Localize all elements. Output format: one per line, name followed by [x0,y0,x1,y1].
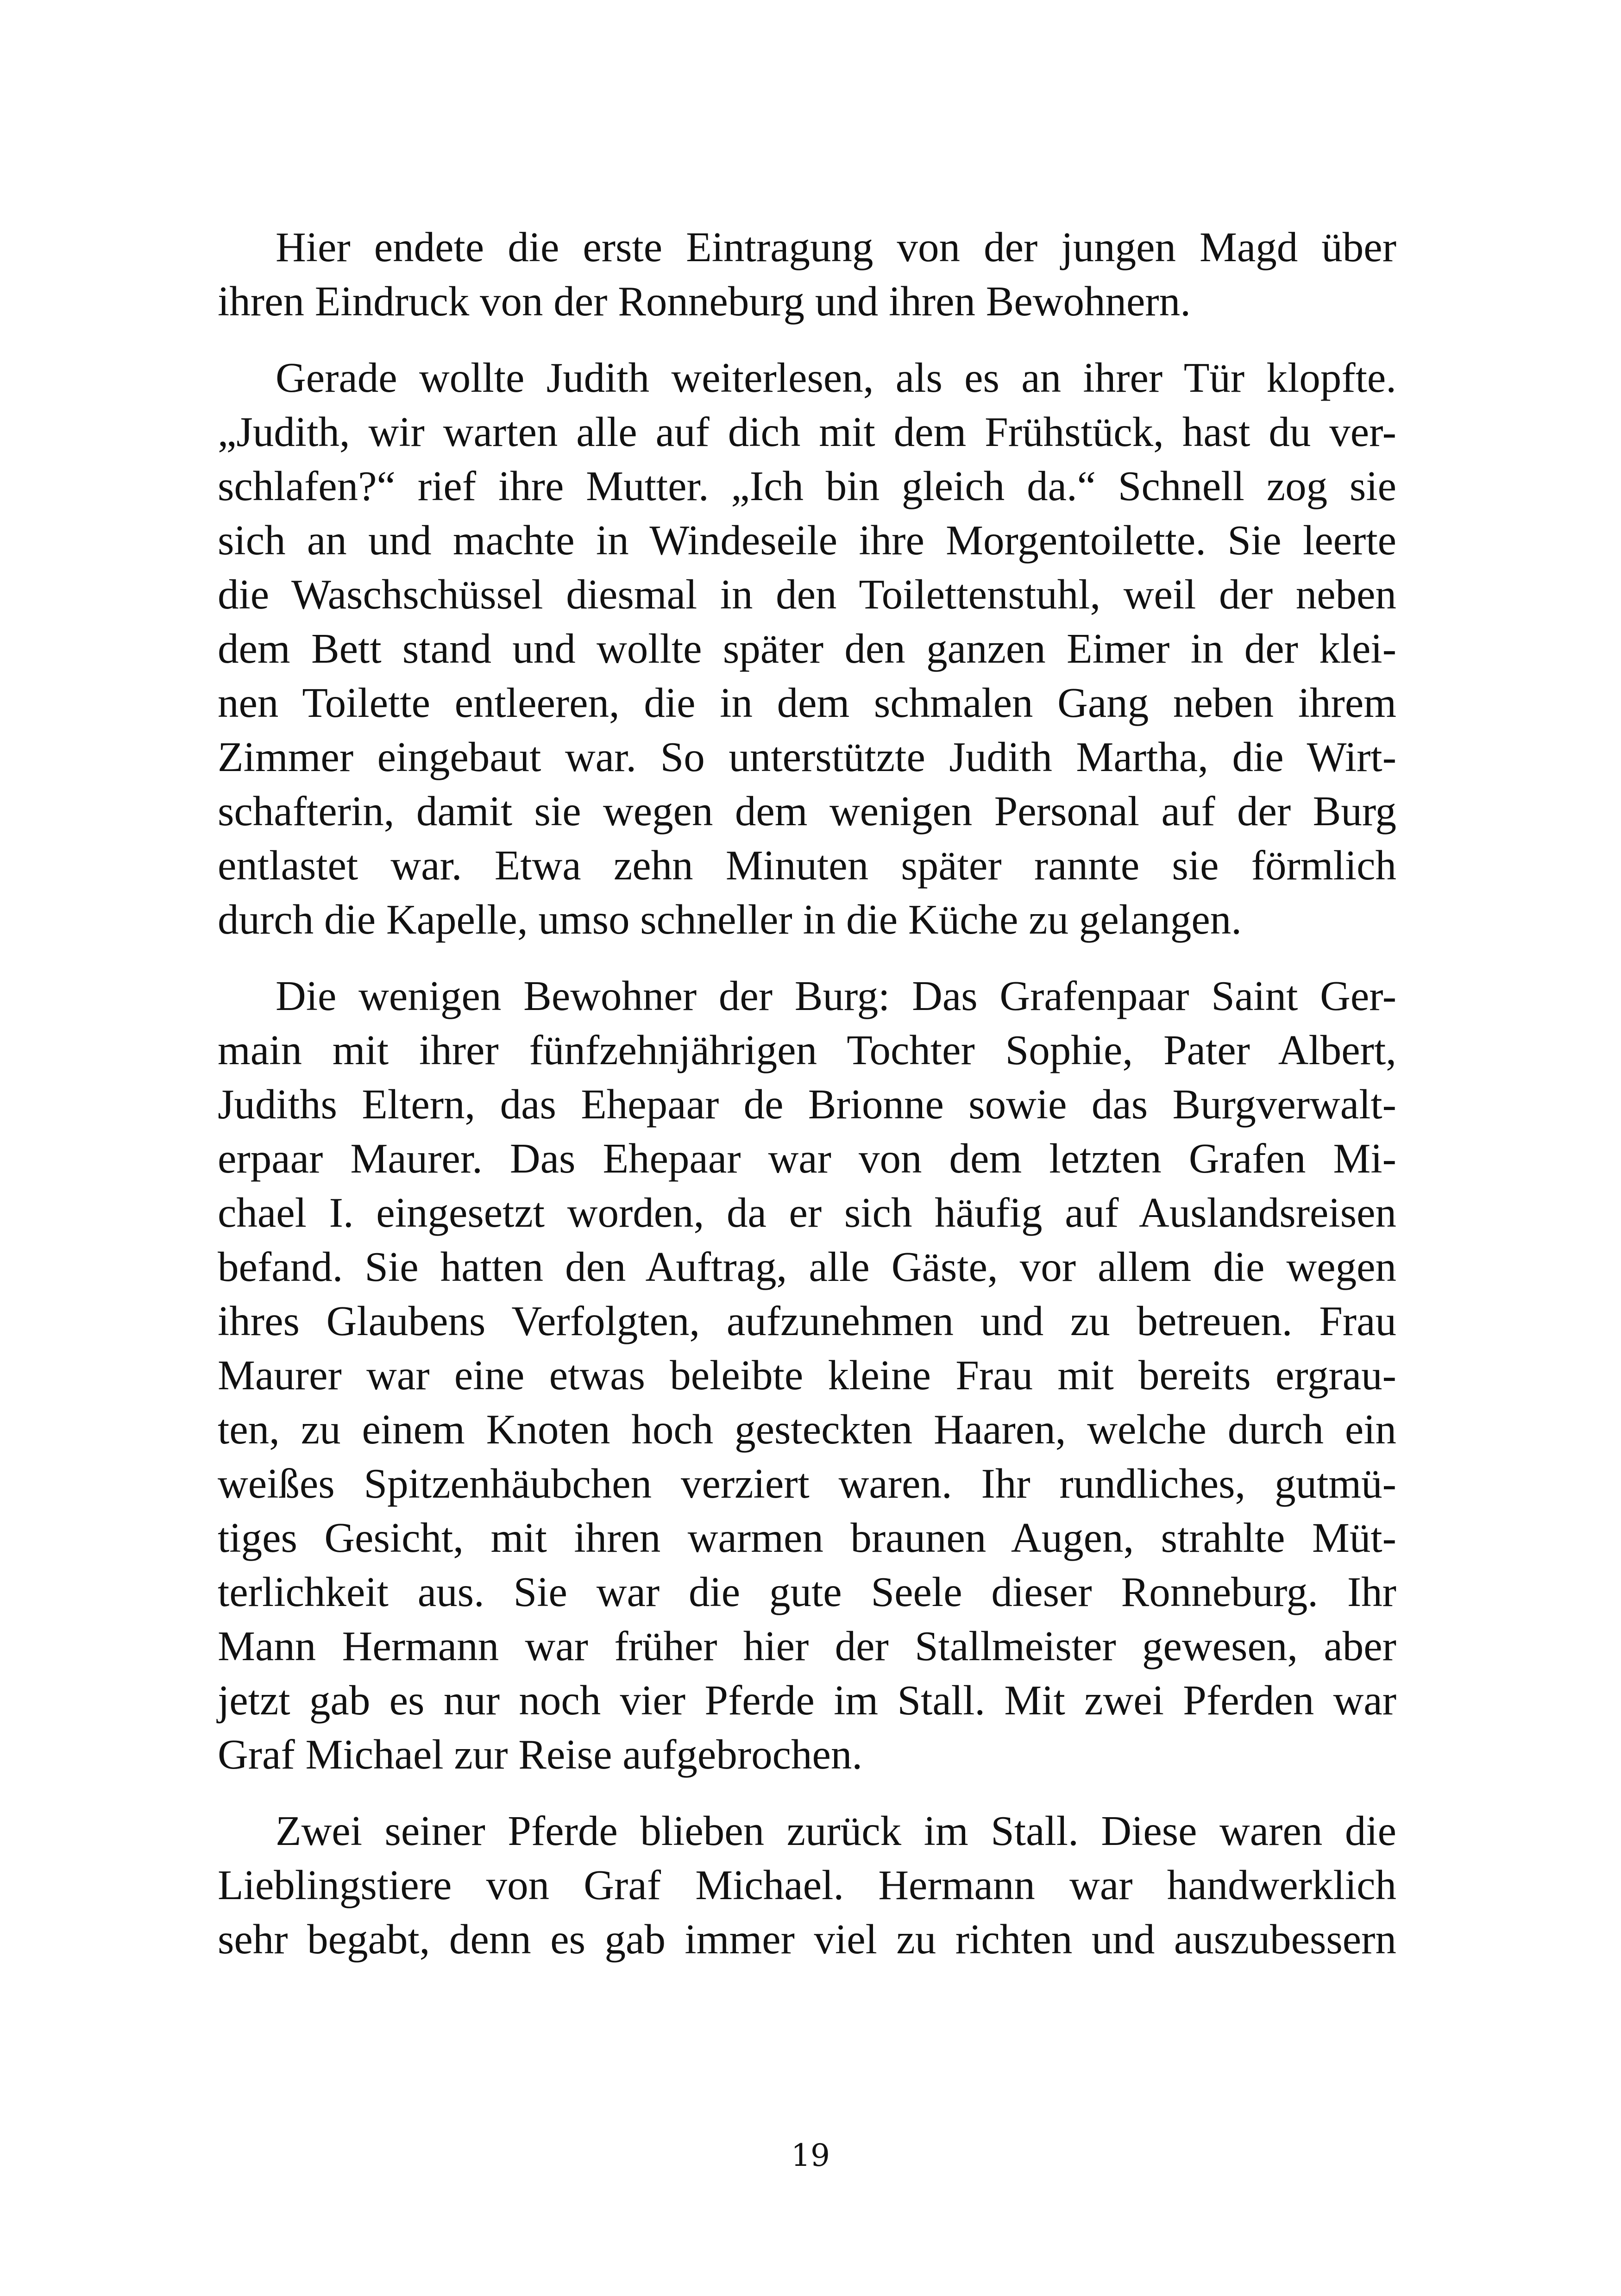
text-line: entlastet war. Etwa zehn Minuten später rannte sie förmlich [218,842,1396,889]
text-line: tiges Gesicht, mit ihren warmen braunen Augen, strahlte Müt- [218,1514,1396,1561]
text-line: weißes Spitzenhäubchen verziert waren. Ihr rundliches, gutmü- [218,1460,1396,1507]
text-line: die Waschschüssel diesmal in den Toilettenstuhl, weil der neben [218,571,1396,618]
text-line: sich an und machte in Windeseile ihre Morgentoilette. Sie leerte [218,517,1396,564]
text-line: durch die Kapelle, umso schneller in die Küche zu gelangen. [218,896,1242,943]
text-line: Hier endete die erste Eintragung von der jungen Magd über [276,224,1396,270]
text-line: Judiths Eltern, das Ehepaar de Brionne sowie das Burgverwalt- [218,1081,1396,1128]
text-line: Zwei seiner Pferde blieben zurück im Stall. Diese waren die [276,1807,1396,1854]
text-line: dem Bett stand und wollte später den ganzen Eimer in der klei- [218,625,1396,672]
paragraph-2 [218,351,1396,947]
text-line: Zimmer eingebaut war. So unterstützte Judith Martha, die Wirt- [218,734,1396,780]
text-line: chael I. eingesetzt worden, da er sich häufig auf Auslandsreisen [218,1189,1396,1236]
paragraph-3 [218,969,1396,1782]
text-line: jetzt gab es nur noch vier Pferde im Stall. Mit zwei Pferden war [218,1677,1396,1724]
text-line: Lieblingstiere von Graf Michael. Hermann war handwerklich [218,1862,1396,1908]
text-line: sehr begabt, denn es gab immer viel zu richten und auszubessern [218,1916,1396,1963]
text-line: Mann Hermann war früher hier der Stallmeister gewesen, aber [218,1623,1396,1669]
paragraph-4 [218,1804,1396,1966]
text-line: befand. Sie hatten den Auftrag, alle Gäste, vor allem die wegen [218,1243,1396,1290]
text-line: Gerade wollte Judith weiterlesen, als es an ihrer Tür klopfte. [276,354,1396,401]
text-line: schafterin, damit sie wegen dem wenigen Personal auf der Burg [218,788,1396,834]
text-line: schlafen?“ rief ihre Mutter. „Ich bin gleich da.“ Schnell zog sie [218,463,1396,509]
text-line: ihres Glaubens Verfolgten, aufzunehmen und zu betreuen. Frau [218,1298,1396,1344]
text-line: erpaar Maurer. Das Ehepaar war von dem letzten Grafen Mi- [218,1135,1396,1182]
body-text [218,220,1396,1989]
text-line: Maurer war eine etwas beleibte kleine Frau mit bereits ergrau- [218,1352,1396,1399]
text-line: „Judith, wir warten alle auf dich mit dem Frühstück, hast du ver- [218,408,1396,455]
text-line: Graf Michael zur Reise aufgebrochen. [218,1731,863,1778]
page-number: 19 [791,2138,830,2173]
text-line: ihren Eindruck von der Ronneburg und ihren Bewohnern. [218,278,1191,325]
text-line: main mit ihrer fünfzehnjährigen Tochter Sophie, Pater Albert, [218,1027,1396,1073]
text-line: Die wenigen Bewohner der Burg: Das Grafenpaar Saint Ger- [276,972,1396,1019]
paragraph-1 [218,220,1396,328]
text-line: nen Toilette entleeren, die in dem schmalen Gang neben ihrem [218,679,1396,726]
text-line: ten, zu einem Knoten hoch gesteckten Haaren, welche durch ein [218,1406,1396,1453]
text-line: terlichkeit aus. Sie war die gute Seele dieser Ronneburg. Ihr [218,1568,1396,1615]
